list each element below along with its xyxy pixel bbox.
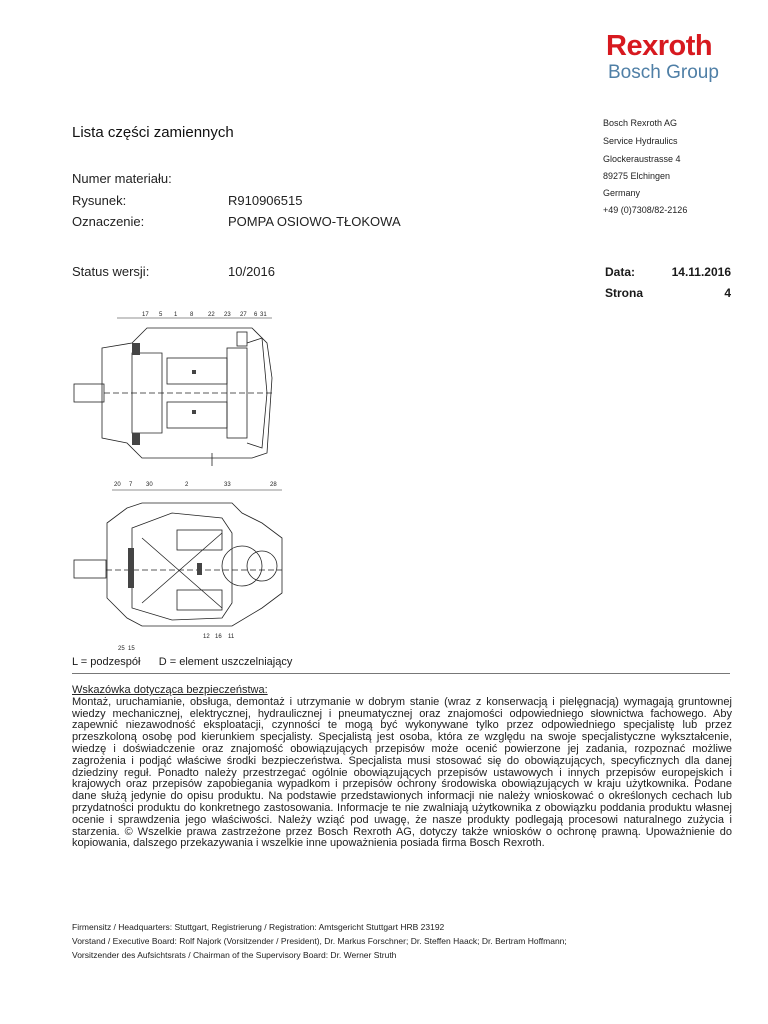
callout-label: 8 xyxy=(190,312,194,318)
safety-notice-heading: Wskazówka dotycząca bezpieczeństwa: xyxy=(72,684,268,696)
page-label: Strona xyxy=(605,286,644,300)
address-line: Germany xyxy=(603,188,641,198)
date-label: Data: xyxy=(605,265,636,279)
footer-line: Vorstand / Executive Board: Rolf Najork (Vorsitzender / President), Dr. Markus Forschner; Dr. Steffen Haack; Dr. Bertram Hoffmann; xyxy=(72,936,567,946)
callout-label: 28 xyxy=(270,482,277,488)
callout-label: 11 xyxy=(228,634,235,640)
safety-notice-body: Montaż, uruchamianie, obsługa, demontaż i utrzymanie w dobrym stanie (wraz z konserwacją i pielęgnacją) wymagają gruntownej wiedzy mechanicznej, elektrycznej, hydraulicznej i pneumatycznej oraz znajomości odpowiedniego słownictwa fachowego. Aby zapewnić niezawodność eksploatacji, czynności te mogą być wykonywane tylko przez odpowiedniego specjalistę lub przez przeszkoloną osobę pod kierunkiem specjalisty. Specjalistą jest osoba, która ze względu na swoje specjalistyczne wykształcenie, wiedzę i doświadczenie oraz znajomość obowiązujących przepisów może ocenić powierzone jej zadania, rozpoznać możliwe zagrożenia i podjąć właściwe środki bezpieczeństwa. Specjalista musi stosować się do obowiązujących, specyficznych dla danej dziedziny reguł. Ponadto należy przestrzegać ogólnie obowiązujących przepisów ustawowych i innych przepisów europejskich i krajowych oraz przepisów zapobiegania wypadkom i przepisów ochrony środowiska obowiązujących w kraju użytkownika. Podane dane służą jedynie do opisu produktu. Na podstawie przedstawionych informacji nie należy wnioskować o określonych cechach lub przydatności produktu do konkretnego zastosowania. Informacje te nie zwalniają użytkownika z obowiązku poddania produktu własnej ocenie i sprawdzenia jego właściwości. Należy wziąć pod uwagę, że nasze produkty podlegają procesowi naturalnego zużycia i starzenia. xyxy=(72,695,732,838)
field-label-drawing: Rysunek: xyxy=(72,193,127,208)
callout-label: 15 xyxy=(128,646,135,652)
callout-label: 31 xyxy=(260,312,267,318)
address-line: +49 (0)7308/82-2126 xyxy=(603,205,688,215)
divider xyxy=(72,673,730,674)
address-line: Bosch Rexroth AG xyxy=(603,118,678,128)
callout-label: 30 xyxy=(146,482,153,488)
field-value-designation: POMPA OSIOWO-TŁOKOWA xyxy=(228,214,401,229)
pump-cross-section-drawing xyxy=(72,308,292,654)
callout-label: 1 xyxy=(174,312,178,318)
copyright-notice: © Wszelkie prawa zastrzeżone przez Bosch Rexroth AG, dotyczy także wniosków o ochronę prawną. Upoważnienie do kopiowania, dalszego przekazywania i wszelkie inne upoważnienia posiada firma Bosch Rexroth. xyxy=(72,825,732,850)
callout-label: 27 xyxy=(240,312,247,318)
page-value: 4 xyxy=(724,286,731,300)
brand-logo: Rexroth xyxy=(606,30,713,62)
field-value-drawing: R910906515 xyxy=(228,193,303,208)
field-value-version: 10/2016 xyxy=(228,264,275,279)
callout-label: 20 xyxy=(114,482,121,488)
callout-label: 6 xyxy=(254,312,258,318)
safety-notice xyxy=(72,685,732,850)
field-label-designation: Oznaczenie: xyxy=(72,214,145,229)
brand-group: Bosch Group xyxy=(608,62,719,83)
date-value: 14.11.2016 xyxy=(671,265,731,279)
callout-label: 25 xyxy=(118,646,125,652)
address-line: 89275 Elchingen xyxy=(603,171,671,181)
callout-label: 7 xyxy=(129,482,133,488)
address-line: Glockeraustrasse 4 xyxy=(603,154,681,164)
callout-label: 5 xyxy=(159,312,163,318)
address-line: Service Hydraulics xyxy=(603,136,678,146)
callout-label: 33 xyxy=(224,482,231,488)
callout-label: 22 xyxy=(208,312,215,318)
callout-label: 23 xyxy=(224,312,231,318)
callout-label: 12 xyxy=(203,634,210,640)
footer-line: Vorsitzender des Aufsichtsrats / Chairman of the Supervisory Board: Dr. Werner Struth xyxy=(72,950,397,960)
callout-label: 2 xyxy=(185,482,189,488)
legend: L = podzespół D = element uszczelniający xyxy=(72,656,293,668)
field-label-material: Numer materiału: xyxy=(72,171,172,186)
page-title: Lista części zamiennych xyxy=(72,124,234,141)
callout-label: 17 xyxy=(142,312,149,318)
footer-line: Firmensitz / Headquarters: Stuttgart, Registrierung / Registration: Amtsgericht Stuttgart HRB 23192 xyxy=(72,922,445,932)
callout-label: 16 xyxy=(215,634,222,640)
field-label-version: Status wersji: xyxy=(72,264,150,279)
